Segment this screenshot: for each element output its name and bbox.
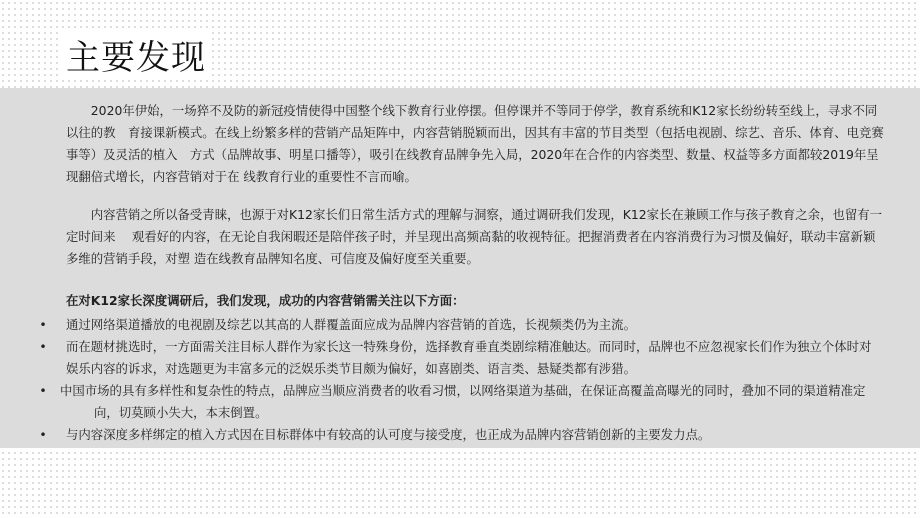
bullet-icon: • [39,317,47,332]
list-item [39,380,886,424]
bullet-icon: • [39,383,47,398]
page-title: 主要发现 [62,30,210,79]
bullet-icon: • [39,427,47,442]
findings-heading: 在对K12家长深度调研后，我们发现，成功的内容营销需关注以下方面： [66,293,465,308]
list-item [39,424,886,446]
content-body [39,100,886,446]
paragraph-2: 内容营销之所以备受青睐，也源于对K12家长们日常生活方式的理解与洞察，通过调研我们发现，K12家长在兼顾工作与孩子教育之余，也留有一定时间来 观看好的内容，在无论自我闲暇还是陪伴孩子时，并呈现出高频高黏的收视特征。把握消费者在内容消费行为习惯及偏好，联动丰富新颖多维的营销手段，对塑 造在线教育品牌知名度、可信度及偏好度至关重要。 [66,207,883,266]
spacer [66,188,886,204]
list-item-text: 通过网络渠道播放的电视剧及综艺以其高的人群覆盖面应成为品牌内容营销的首选，长视频类仍为主流。 [66,317,636,332]
bullet-icon: • [39,339,47,354]
list-item-text: 与内容深度多样绑定的植入方式因在目标群体中有较高的认可度与接受度，也正成为品牌内容营销创新的主要发力点。 [66,427,711,442]
list-item-text: 中国市场的具有多样性和复杂性的特点，品牌应当顺应消费者的收看习惯，以网络渠道为基础，在保证高覆盖高曝光的同时，叠加不同的渠道精准定 [60,383,866,398]
spacer [66,270,886,286]
list-item [39,336,886,380]
list-item [39,314,886,336]
list-item-continuation: 向，切莫顾小失大，本末倒置。 [94,405,268,420]
paragraph-1: 2020年伊始，一场猝不及防的新冠疫情使得中国整个线下教育行业停摆。但停课并不等同于停学，教育系统和K12家长纷纷转至线上，寻求不同以往的教 育接课新模式。在线上纷繁多样的营销产品矩阵中，内容营销脱颖而出，因其有丰富的节目类型（包括电视剧、综艺、音乐、体育、电竞赛事等）及灵活的植入 方式（品牌故事、明星口播等），吸引在线教育品牌争先入局，2020年在合作的内容类型、数量、权益等多方面都较2019年呈现翻倍式增长，内容营销对于在 线教育行业的重要性不言而喻。 [66,103,884,184]
list-item-text: 而在题材挑选时，一方面需关注目标人群作为家长这一特殊身份，选择教育垂直类剧综精准触达。而同时，品牌也不应忽视家长们作为独立个体时对 娱乐内容的诉求，对选题更为丰富多元的泛娱乐类节目颇为偏好，如喜剧类、语言类、悬疑类都有涉猎。 [66,339,872,376]
findings-list [39,314,886,446]
